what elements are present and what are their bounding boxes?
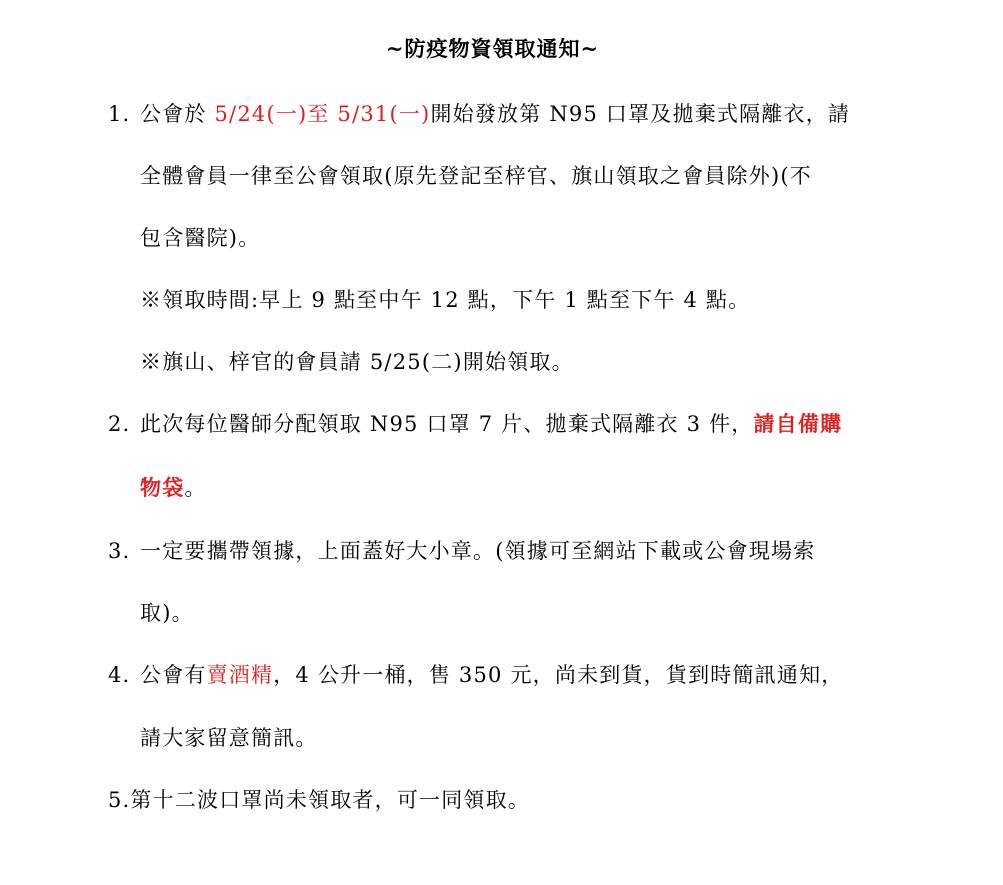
item-4-alcohol: 賣酒精: [206, 663, 274, 687]
item-2-line-2: [140, 474, 207, 502]
item-4-line-2: 請大家留意簡訊。: [140, 726, 318, 750]
item-1-line-3: 包含醫院)。: [140, 226, 261, 250]
item-1-note-branches: ※旗山、梓官的會員請 5/25(二)開始領取。: [140, 350, 574, 374]
item-3-text: 一定要攜帶領據，上面蓋好大小章。(領據可至網站下載或公會現場索: [140, 539, 816, 563]
item-1-line-1: [108, 100, 850, 128]
item-1-text-b: 開始發放第 N95 口罩及拋棄式隔離衣，請: [430, 102, 851, 126]
item-3-number: 3.: [108, 539, 131, 563]
item-4-text-a: 公會有: [140, 663, 207, 687]
item-2-number: 2.: [108, 412, 131, 436]
item-4-number: 4.: [108, 663, 131, 687]
item-3-line-1: [108, 537, 815, 565]
item-2-bag-notice-b: 物袋: [140, 475, 185, 500]
item-4-line-1: [108, 661, 844, 689]
item-2-line-1: [108, 410, 842, 438]
item-5-line-1: 5.第十二波口罩尚未領取者，可一同領取。: [108, 788, 531, 812]
item-1-text-a: 公會於: [140, 102, 215, 126]
item-4-text-b: ，4 公升一桶，售 350 元，尚未到貨，貨到時簡訊通知，: [273, 663, 844, 687]
item-2-text-end: 。: [184, 476, 207, 500]
item-1-line-2: 全體會員一律至公會領取(原先登記至梓官、旗山領取之會員除外)(不: [140, 164, 812, 188]
item-1-date-range: 5/24(一)至 5/31(一): [214, 102, 431, 126]
item-2-bag-notice-a: 請自備購: [753, 411, 843, 436]
document-title: ~防疫物資領取通知~: [385, 36, 600, 61]
item-2-text-a: 此次每位醫師分配領取 N95 口罩 7 片、拋棄式隔離衣 3 件，: [140, 412, 754, 436]
item-1-note-time: ※領取時間:早上 9 點至中午 12 點，下午 1 點至下午 4 點。: [140, 288, 751, 312]
item-3-line-2: 取)。: [140, 601, 194, 625]
item-1-number: 1.: [108, 102, 131, 126]
